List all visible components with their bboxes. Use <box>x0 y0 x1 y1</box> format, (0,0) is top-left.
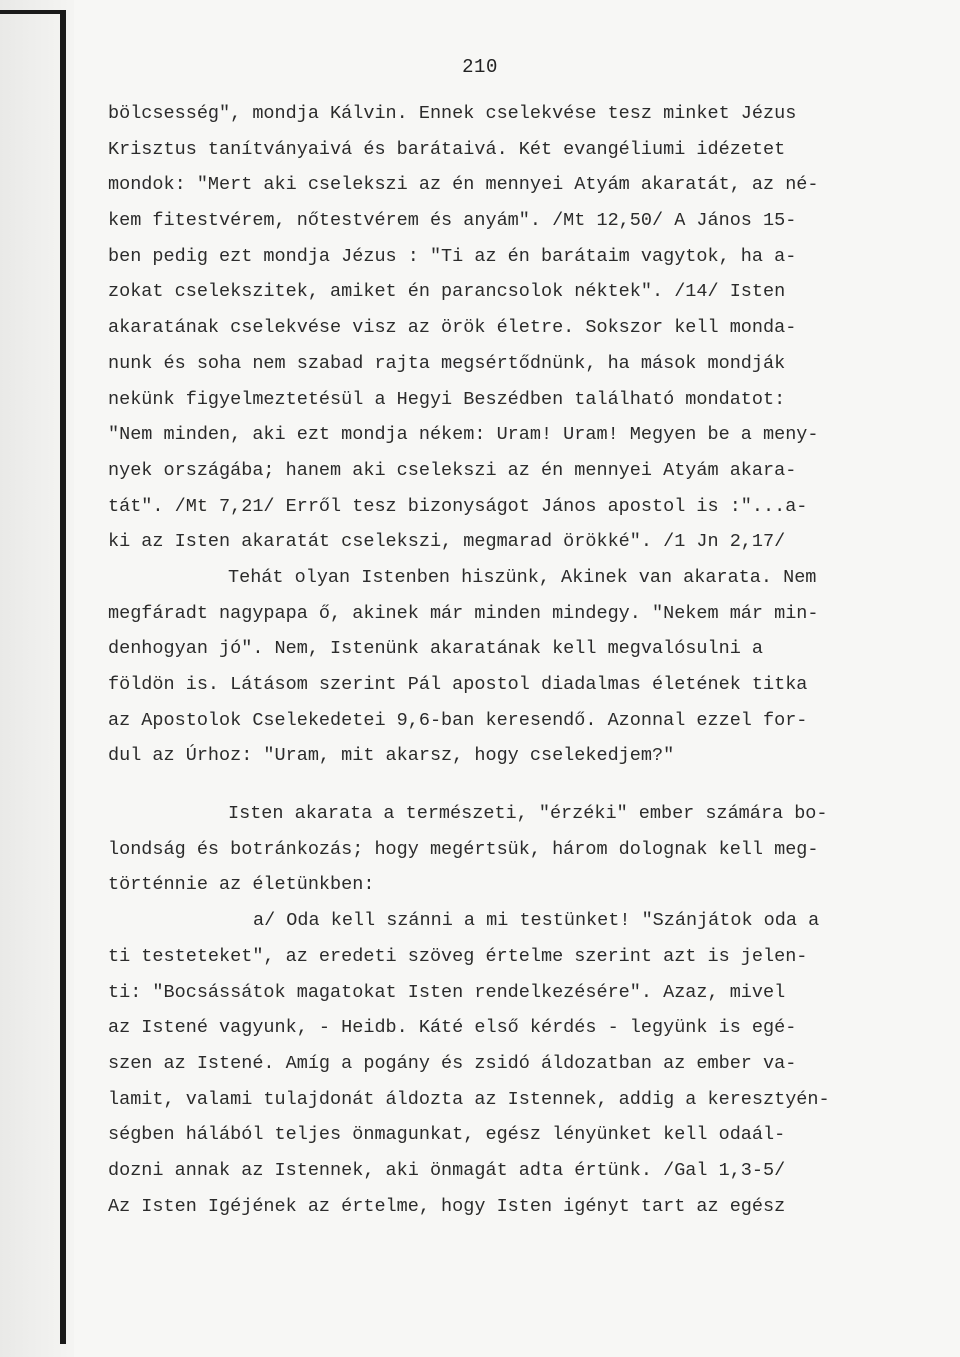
text-line: Isten akarata a természeti, "érzéki" ember számára bo- <box>228 803 828 825</box>
document-body <box>108 96 878 1224</box>
text-line: ki az Isten akaratát cselekszi, megmarad örökké". /1 Jn 2,17/ <box>108 531 786 553</box>
text-line: ti testeteket", az eredeti szöveg értelme szerint azt is jelen- <box>108 945 808 967</box>
paragraph-1 <box>108 96 878 560</box>
text-line: nunk és soha nem szabad rajta megsértődnünk, ha mások mondják <box>108 352 786 374</box>
text-line: mondok: "Mert aki cselekszi az én mennyei Atyám akaratát, az né- <box>108 174 819 196</box>
text-line: Krisztus tanítványaivá és barátaivá. Két evangéliumi idézetet <box>108 138 786 160</box>
text-line: történnie az életünkben: <box>108 874 375 896</box>
page-number: 210 <box>462 56 498 78</box>
text-line: tát". /Mt 7,21/ Erről tesz bizonyságot János apostol is :"...a- <box>108 495 808 517</box>
text-line: Az Isten Igéjének az értelme, hogy Isten igényt tart az egész <box>108 1195 786 1217</box>
text-line: a/ Oda kell szánni a mi testünket! "Szánjátok oda a <box>253 910 820 932</box>
text-line: Tehát olyan Istenben hiszünk, Akinek van akarata. Nem <box>228 566 817 588</box>
text-line: dozni annak az Istennek, aki önmagát adta értünk. /Gal 1,3-5/ <box>108 1159 786 1181</box>
text-line: denhogyan jó". Nem, Istenünk akaratának kell megvalósulni a <box>108 638 764 660</box>
paragraph-4 <box>108 903 878 1224</box>
text-line: ben pedig ezt mondja Jézus : "Ti az én barátaim vagytok, ha a- <box>108 245 797 267</box>
text-line: akaratának cselekvése visz az örök életre. Sokszor kell monda- <box>108 317 797 339</box>
text-line: "Nem minden, aki ezt mondja nékem: Uram! Uram! Megyen be a meny- <box>108 424 819 446</box>
text-line: az Istené vagyunk, - Heidb. Káté első kérdés - legyünk is egé- <box>108 1017 797 1039</box>
text-line: lamit, valami tulajdonát áldozta az Istennek, addig a keresztyén- <box>108 1088 830 1110</box>
text-line: nyek országába; hanem aki cselekszi az én mennyei Atyám akara- <box>108 459 797 481</box>
paragraph-2 <box>108 560 878 774</box>
text-line: szen az Istené. Amíg a pogány és zsidó áldozatban az ember va- <box>108 1052 797 1074</box>
binding-line <box>60 14 66 1344</box>
text-line: ti: "Bocsássátok magatokat Isten rendelkezésére". Azaz, mivel <box>108 981 786 1003</box>
text-line: londság és botránkozás; hogy megértsük, három dolognak kell meg- <box>108 838 819 860</box>
text-line: nekünk figyelmeztetésül a Hegyi Beszédben található mondatot: <box>108 388 786 410</box>
text-line: megfáradt nagypapa ő, akinek már minden mindegy. "Nekem már min- <box>108 602 819 624</box>
text-line: bölcsesség", mondja Kálvin. Ennek cselekvése tesz minket Jézus <box>108 103 797 124</box>
text-line: az Apostolok Cselekedetei 9,6-ban keresendő. Azonnal ezzel for- <box>108 709 808 731</box>
text-line: ségben hálából teljes önmagunkat, egész lényünket kell odaál- <box>108 1124 786 1146</box>
text-line: kem fitestvérem, nőtestvérem és anyám". /Mt 12,50/ A János 15- <box>108 210 797 232</box>
binding-tick <box>0 10 66 14</box>
text-line: dul az Úrhoz: "Uram, mit akarsz, hogy cselekedjem?" <box>108 745 675 767</box>
text-line: földön is. Látásom szerint Pál apostol diadalmas életének titka <box>108 674 808 695</box>
text-line: zokat cselekszitek, amiket én parancsolok néktek". /14/ Isten <box>108 281 786 303</box>
paragraph-3 <box>108 796 878 903</box>
